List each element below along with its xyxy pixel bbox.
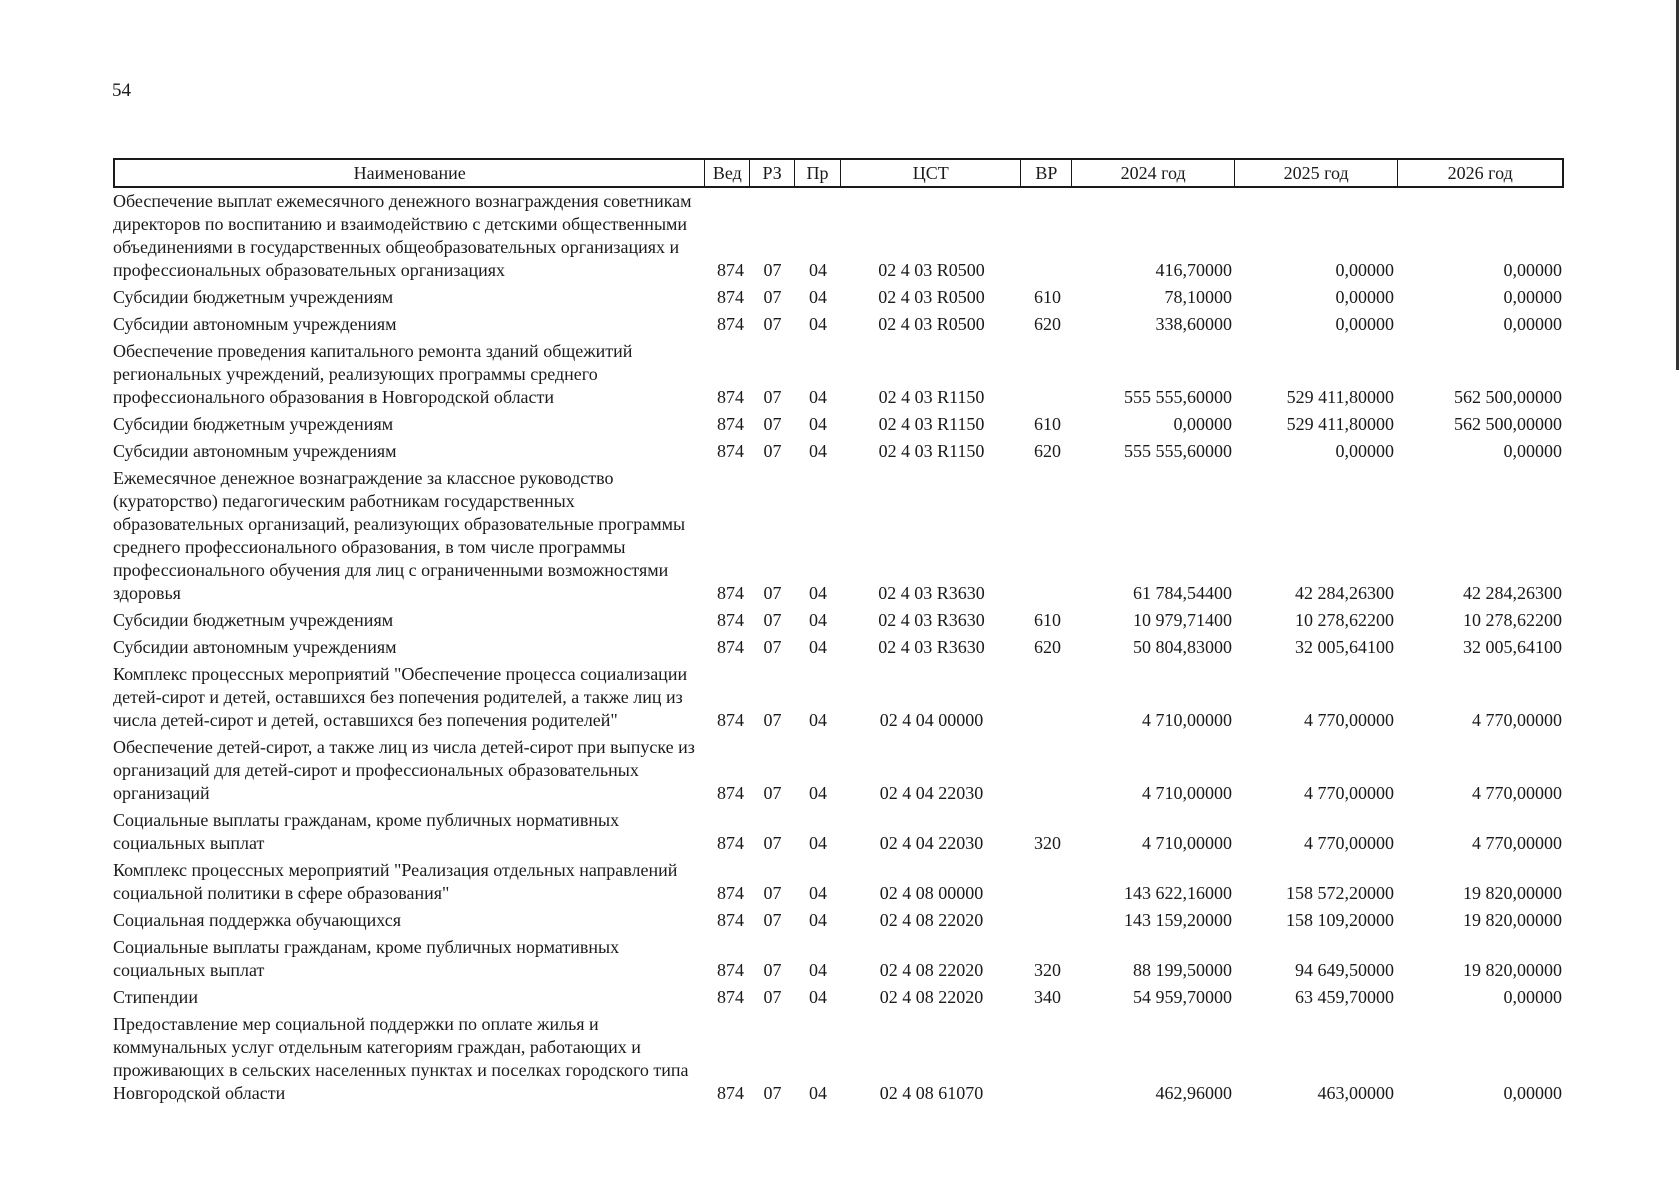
table-header <box>113 158 1564 188</box>
cell-rz: 07 <box>763 883 782 903</box>
cell-name: Обеспечение выплат ежемесячного денежного вознаграждения советникам директоров по воспитанию и взаимодействию с детскими общественными объединениями в государственных общеобразовательных организациях и профессиональных образовательных организациях <box>113 191 692 280</box>
cell-vr: 320 <box>1034 833 1061 853</box>
cell-pr: 04 <box>809 783 827 803</box>
cell-rz: 07 <box>763 637 782 657</box>
cell-cst: 02 4 08 22020 <box>879 910 984 930</box>
cell-rz: 07 <box>763 387 782 407</box>
cell-2025: 63 459,70000 <box>1295 987 1394 1007</box>
cell-2025: 94 649,50000 <box>1295 960 1394 980</box>
cell-2026: 0,00000 <box>1503 260 1562 280</box>
table-row <box>113 413 1564 440</box>
cell-2025: 0,00000 <box>1335 287 1394 307</box>
cell-pr: 04 <box>809 637 827 657</box>
cell-rz: 07 <box>763 583 782 603</box>
cell-2026: 0,00000 <box>1503 1083 1562 1103</box>
page-number: 54 <box>112 80 131 101</box>
cell-rz: 07 <box>763 910 782 930</box>
cell-vr: 620 <box>1034 441 1061 461</box>
cell-pr: 04 <box>809 883 827 903</box>
cell-rz: 07 <box>763 783 782 803</box>
cell-2026: 562 500,00000 <box>1454 387 1562 407</box>
cell-name: Ежемесячное денежное вознаграждение за классное руководство (кураторство) педагогическим работникам государственных образовательных организаций, реализующих образовательные программы среднего профессионального образования, в том числе программы профессионального обучения для лиц с ограниченными возможностями здоровья <box>113 468 686 603</box>
cell-rz: 07 <box>763 833 782 853</box>
cell-pr: 04 <box>809 287 827 307</box>
cell-ved: 874 <box>717 710 744 730</box>
cell-2026: 10 278,62200 <box>1463 610 1562 630</box>
cell-2024: 143 159,20000 <box>1124 910 1232 930</box>
cell-rz: 07 <box>763 960 782 980</box>
cell-rz: 07 <box>763 1083 782 1103</box>
cell-pr: 04 <box>809 987 827 1007</box>
cell-vr: 610 <box>1034 287 1061 307</box>
cell-name: Субсидии автономным учреждениям <box>113 314 397 334</box>
cell-2024: 10 979,71400 <box>1133 610 1232 630</box>
cell-vr: 610 <box>1034 414 1061 434</box>
cell-ved: 874 <box>717 833 744 853</box>
cell-name: Субсидии автономным учреждениям <box>113 637 397 657</box>
table-row <box>113 936 1564 986</box>
cell-name: Предоставление мер социальной поддержки по оплате жилья и коммунальных услуг отдельным категориям граждан, работающих и проживающих в сельских населенных пунктах и поселках городского типа Новгородской области <box>113 1014 689 1103</box>
cell-rz: 07 <box>763 710 782 730</box>
cell-cst: 02 4 03 R1150 <box>878 414 985 434</box>
cell-2024: 50 804,83000 <box>1133 637 1232 657</box>
cell-vr: 620 <box>1034 314 1061 334</box>
cell-2024: 61 784,54400 <box>1133 583 1232 603</box>
cell-name: Комплекс процессных мероприятий "Обеспечение процесса социализации детей-сирот и детей, оставшихся без попечения родителей, а также лиц из числа детей-сирот и детей, оставшихся без попечения родителей" <box>113 664 688 730</box>
cell-2024: 88 199,50000 <box>1133 960 1232 980</box>
cell-ved: 874 <box>717 287 744 307</box>
cell-pr: 04 <box>809 1083 827 1103</box>
cell-2025: 529 411,80000 <box>1286 414 1394 434</box>
cell-2024: 54 959,70000 <box>1133 987 1232 1007</box>
cell-2025: 4 770,00000 <box>1304 833 1394 853</box>
cell-ved: 874 <box>717 987 744 1007</box>
cell-2024: 78,10000 <box>1164 287 1232 307</box>
cell-cst: 02 4 03 R0500 <box>878 287 985 307</box>
header-cst: ЦСТ <box>841 160 1022 186</box>
cell-2025: 42 284,26300 <box>1295 583 1394 603</box>
cell-pr: 04 <box>809 441 827 461</box>
cell-cst: 02 4 08 22020 <box>879 987 984 1007</box>
cell-2024: 4 710,00000 <box>1142 710 1232 730</box>
cell-pr: 04 <box>809 583 827 603</box>
cell-2026: 42 284,26300 <box>1463 583 1562 603</box>
cell-2026: 0,00000 <box>1503 314 1562 334</box>
cell-2026: 19 820,00000 <box>1463 960 1562 980</box>
cell-2025: 4 770,00000 <box>1304 710 1394 730</box>
table-row <box>113 190 1564 286</box>
cell-name: Обеспечение детей-сирот, а также лиц из числа детей-сирот при выпуске из организаций для детей-сирот и профессиональных образовательных организаций <box>113 737 695 803</box>
cell-name: Субсидии бюджетным учреждениям <box>113 287 394 307</box>
cell-ved: 874 <box>717 1083 744 1103</box>
table-row <box>113 909 1564 936</box>
cell-rz: 07 <box>763 987 782 1007</box>
header-rz: РЗ <box>750 160 795 186</box>
table-row <box>113 1013 1564 1109</box>
cell-2025: 0,00000 <box>1335 314 1394 334</box>
cell-pr: 04 <box>809 387 827 407</box>
cell-name: Комплекс процессных мероприятий "Реализация отдельных направлений социальной политики в сфере образования" <box>113 860 678 903</box>
cell-name: Субсидии автономным учреждениям <box>113 441 397 461</box>
table-row <box>113 736 1564 809</box>
cell-2025: 529 411,80000 <box>1286 387 1394 407</box>
table-row <box>113 986 1564 1013</box>
cell-cst: 02 4 03 R0500 <box>878 314 985 334</box>
cell-cst: 02 4 03 R1150 <box>878 387 985 407</box>
cell-ved: 874 <box>717 610 744 630</box>
header-name: Наименование <box>115 160 705 186</box>
cell-2025: 158 109,20000 <box>1286 910 1394 930</box>
table-row <box>113 859 1564 909</box>
cell-2026: 562 500,00000 <box>1454 414 1562 434</box>
header-2026: 2026 год <box>1447 163 1513 183</box>
cell-2025: 10 278,62200 <box>1295 610 1394 630</box>
cell-name: Социальные выплаты гражданам, кроме публичных нормативных социальных выплат <box>113 810 620 853</box>
cell-cst: 02 4 04 22030 <box>879 833 984 853</box>
header-ved: Вед <box>705 160 750 186</box>
cell-2026: 4 770,00000 <box>1472 710 1562 730</box>
cell-2024: 4 710,00000 <box>1142 833 1232 853</box>
cell-2024: 416,70000 <box>1155 260 1232 280</box>
cell-name: Социальные выплаты гражданам, кроме публичных нормативных социальных выплат <box>113 937 620 980</box>
table-row <box>113 609 1564 636</box>
cell-2026: 0,00000 <box>1503 287 1562 307</box>
cell-ved: 874 <box>717 783 744 803</box>
cell-2024: 338,60000 <box>1155 314 1232 334</box>
table-row <box>113 636 1564 663</box>
header-vr: ВР <box>1021 160 1072 186</box>
cell-pr: 04 <box>809 260 827 280</box>
cell-vr: 610 <box>1034 610 1061 630</box>
cell-cst: 02 4 03 R3630 <box>878 610 985 630</box>
cell-2024: 555 555,60000 <box>1124 387 1232 407</box>
cell-2025: 158 572,20000 <box>1286 883 1394 903</box>
cell-cst: 02 4 03 R1150 <box>878 441 985 461</box>
cell-ved: 874 <box>717 441 744 461</box>
cell-2026: 0,00000 <box>1503 441 1562 461</box>
cell-2024: 462,96000 <box>1155 1083 1232 1103</box>
cell-pr: 04 <box>809 960 827 980</box>
cell-pr: 04 <box>809 414 827 434</box>
cell-ved: 874 <box>717 960 744 980</box>
cell-name: Субсидии бюджетным учреждениям <box>113 414 394 434</box>
cell-cst: 02 4 08 00000 <box>879 883 984 903</box>
cell-rz: 07 <box>763 441 782 461</box>
cell-ved: 874 <box>717 883 744 903</box>
header-pr: Пр <box>795 160 841 186</box>
cell-cst: 02 4 04 22030 <box>879 783 984 803</box>
cell-ved: 874 <box>717 414 744 434</box>
cell-cst: 02 4 04 00000 <box>879 710 984 730</box>
header-2024: 2024 год <box>1072 160 1235 186</box>
cell-2025: 463,00000 <box>1317 1083 1394 1103</box>
cell-ved: 874 <box>717 314 744 334</box>
cell-cst: 02 4 03 R3630 <box>878 583 985 603</box>
cell-pr: 04 <box>809 833 827 853</box>
cell-2026: 4 770,00000 <box>1472 783 1562 803</box>
cell-2026: 4 770,00000 <box>1472 833 1562 853</box>
cell-cst: 02 4 03 R0500 <box>878 260 985 280</box>
cell-cst: 02 4 03 R3630 <box>878 637 985 657</box>
cell-rz: 07 <box>763 314 782 334</box>
cell-ved: 874 <box>717 260 744 280</box>
table-row <box>113 340 1564 413</box>
cell-ved: 874 <box>717 910 744 930</box>
cell-name: Стипендии <box>113 987 198 1007</box>
cell-2026: 19 820,00000 <box>1463 883 1562 903</box>
cell-ved: 874 <box>717 637 744 657</box>
cell-vr: 320 <box>1034 960 1061 980</box>
table-row <box>113 663 1564 736</box>
cell-ved: 874 <box>717 387 744 407</box>
cell-2024: 555 555,60000 <box>1124 441 1232 461</box>
table-body <box>113 190 1564 1109</box>
table-row <box>113 467 1564 609</box>
cell-name: Обеспечение проведения капитального ремонта зданий общежитий региональных учреждений, реализующих программы среднего профессионального образования в Новгородской области <box>113 341 633 407</box>
table-row <box>113 440 1564 467</box>
cell-pr: 04 <box>809 314 827 334</box>
table-row <box>113 809 1564 859</box>
cell-2025: 0,00000 <box>1335 260 1394 280</box>
cell-2025: 0,00000 <box>1335 441 1394 461</box>
cell-2024: 4 710,00000 <box>1142 783 1232 803</box>
table-row <box>113 313 1564 340</box>
cell-cst: 02 4 08 22020 <box>879 960 984 980</box>
cell-rz: 07 <box>763 287 782 307</box>
header-2025: 2025 год <box>1235 160 1399 186</box>
cell-2025: 32 005,64100 <box>1295 637 1394 657</box>
cell-name: Социальная поддержка обучающихся <box>113 910 402 930</box>
cell-cst: 02 4 08 61070 <box>879 1083 984 1103</box>
cell-vr: 620 <box>1034 637 1061 657</box>
cell-2026: 32 005,64100 <box>1463 637 1562 657</box>
cell-2026: 0,00000 <box>1503 987 1562 1007</box>
cell-rz: 07 <box>763 414 782 434</box>
cell-2026: 19 820,00000 <box>1463 910 1562 930</box>
cell-2024: 0,00000 <box>1173 414 1232 434</box>
cell-2024: 143 622,16000 <box>1124 883 1232 903</box>
table-row <box>113 286 1564 313</box>
cell-rz: 07 <box>763 260 782 280</box>
cell-pr: 04 <box>809 910 827 930</box>
cell-vr: 340 <box>1034 987 1061 1007</box>
cell-pr: 04 <box>809 610 827 630</box>
cell-ved: 874 <box>717 583 744 603</box>
cell-name: Субсидии бюджетным учреждениям <box>113 610 394 630</box>
cell-rz: 07 <box>763 610 782 630</box>
cell-pr: 04 <box>809 710 827 730</box>
cell-2025: 4 770,00000 <box>1304 783 1394 803</box>
